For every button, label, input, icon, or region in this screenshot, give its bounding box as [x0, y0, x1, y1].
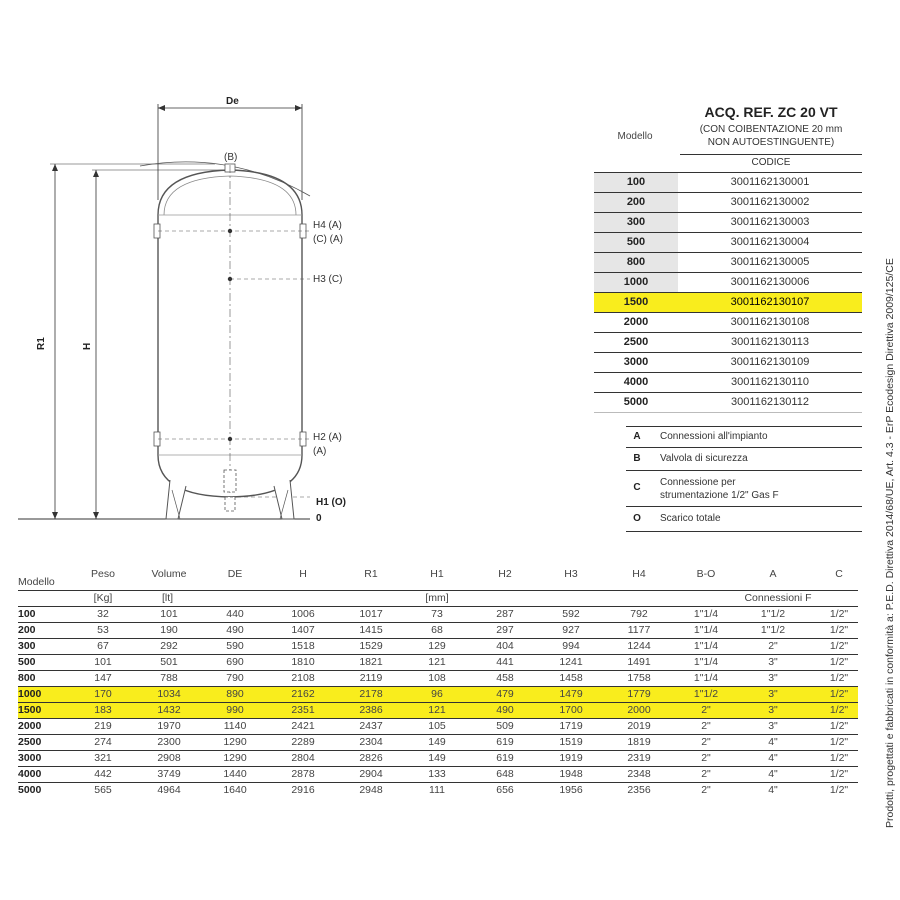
legend-table: [626, 426, 862, 532]
cell-c: 1/2": [829, 640, 849, 652]
cell-h: 1518: [291, 640, 315, 652]
zero-label: 0: [316, 513, 322, 524]
cell-h4: 1819: [627, 736, 651, 748]
table-row: [18, 638, 858, 654]
cell-h2: 287: [496, 608, 514, 620]
codes-subtitle-line1: (CON COIBENTAZIONE 20 mm: [699, 124, 843, 135]
cell-c: 1/2": [829, 624, 849, 636]
cell-b-o: 1"1/4: [693, 608, 719, 620]
cell-a: 1"1/2: [760, 608, 786, 620]
cell-de: 790: [226, 672, 244, 684]
cell-de: 690: [226, 656, 244, 668]
cell-c: 1/2": [829, 720, 849, 732]
cell-h2: 458: [496, 672, 514, 684]
cell-b-o: 2": [701, 752, 711, 764]
cell-de: 990: [226, 704, 244, 716]
cell-h2: 490: [496, 704, 514, 716]
cell-h3: 592: [562, 608, 580, 620]
cell-h1: 121: [428, 704, 446, 716]
legend-row: [626, 506, 862, 532]
codes-row: [594, 172, 862, 192]
tank-diagram: [0, 80, 580, 540]
header-h: H: [299, 568, 307, 580]
cell-de: 590: [226, 640, 244, 652]
unit-mm: [mm]: [425, 592, 449, 604]
cell-volume: 1034: [157, 688, 181, 700]
cell-b-o: 1"1/4: [693, 656, 719, 668]
h3-label: H3 (C): [313, 274, 343, 285]
cell-c: 1/2": [829, 656, 849, 668]
unit-connessioni: Connessioni F: [744, 592, 812, 604]
cell-peso: 53: [97, 624, 109, 636]
cell-h3: 1719: [559, 720, 583, 732]
cell-h: 2162: [291, 688, 315, 700]
cell-de: 1640: [223, 784, 247, 796]
codes-codice: 3001162130107: [730, 296, 810, 308]
codes-codice: 3001162130002: [730, 196, 810, 208]
legend-value: Valvola di sicurezza: [660, 453, 748, 464]
h2-label: H2 (A): [313, 432, 342, 443]
cell-h4: 2348: [627, 768, 651, 780]
cell-a: 2": [768, 640, 778, 652]
codes-codice: 3001162130110: [731, 376, 809, 388]
legend-key: B: [633, 453, 641, 464]
cell-b-o: 1"1/4: [693, 672, 719, 684]
header-h1: H1: [430, 568, 444, 580]
codes-codice: 3001162130112: [731, 396, 809, 408]
cell-r1: 2904: [359, 768, 383, 780]
header-modello: Modello: [18, 576, 55, 588]
cell-b-o: 2": [701, 704, 711, 716]
cell-r1: 1529: [359, 640, 383, 652]
unit-peso: [Kg]: [93, 592, 113, 604]
cell-h1: 149: [428, 736, 446, 748]
cell-c: 1/2": [829, 768, 849, 780]
cell-h2: 404: [496, 640, 514, 652]
cell-de: 440: [226, 608, 244, 620]
legend-value: Connessione per: [660, 477, 736, 488]
codes-codice: 3001162130006: [730, 276, 810, 288]
cell-h3: 1479: [559, 688, 583, 700]
cell-h2: 297: [496, 624, 514, 636]
codes-modello: 5000: [623, 396, 649, 408]
cell-h1: 133: [428, 768, 446, 780]
b-label: (B): [224, 152, 238, 163]
cell-modello: 200: [18, 624, 36, 636]
codes-row-highlighted: [594, 292, 862, 312]
codes-modello: 3000: [623, 356, 649, 368]
cell-de: 1440: [223, 768, 247, 780]
cell-peso: 442: [94, 768, 112, 780]
codes-modello: 2000: [623, 316, 649, 328]
cell-h3: 1919: [559, 752, 583, 764]
codes-row: [594, 212, 862, 232]
table-row: [18, 670, 858, 686]
codes-row: [594, 352, 862, 372]
header-a: A: [769, 568, 777, 580]
cell-r1: 1821: [359, 656, 383, 668]
table-row: [18, 606, 858, 622]
cell-h3: 1519: [559, 736, 583, 748]
cell-h1: 121: [428, 656, 446, 668]
cell-h1: 108: [428, 672, 446, 684]
cell-a: 3": [768, 656, 778, 668]
cell-h2: 619: [496, 752, 514, 764]
cell-b-o: 2": [701, 736, 711, 748]
cell-r1: 1415: [359, 624, 383, 636]
legend-row: [626, 470, 862, 506]
cell-h4: 1244: [627, 640, 651, 652]
h1-label: H1 (O): [316, 497, 346, 508]
cell-b-o: 1"1/4: [693, 624, 719, 636]
codes-modello: 1000: [594, 273, 678, 292]
cell-modello: 1000: [18, 688, 42, 700]
codes-codice: 3001162130109: [730, 356, 810, 368]
table-row: [18, 654, 858, 670]
cell-c: 1/2": [829, 736, 849, 748]
codes-row: [594, 272, 862, 292]
header-volume: Volume: [151, 568, 187, 580]
codes-modello: 500: [594, 233, 678, 252]
cell-volume: 788: [160, 672, 178, 684]
cell-peso: 67: [97, 640, 109, 652]
cell-peso: 321: [94, 752, 112, 764]
cell-c: 1/2": [829, 752, 849, 764]
header-h3: H3: [564, 568, 578, 580]
cell-h4: 1779: [627, 688, 651, 700]
cell-c: 1/2": [829, 672, 849, 684]
legend-row: [626, 426, 862, 447]
cell-peso: 170: [94, 688, 112, 700]
cell-modello: 800: [18, 672, 36, 684]
cell-h: 2289: [291, 736, 315, 748]
cell-peso: 183: [94, 704, 112, 716]
cell-h2: 441: [496, 656, 514, 668]
cell-de: 1290: [223, 752, 247, 764]
codes-modello: 4000: [623, 376, 649, 388]
cell-modello: 4000: [18, 768, 42, 780]
codes-codice: 3001162130001: [730, 176, 810, 188]
codes-subtitle-line2: NON AUTOESTINGUENTE): [707, 137, 835, 148]
codes-row: [594, 312, 862, 332]
table-row-highlighted: [18, 702, 858, 718]
a-label: (A): [313, 446, 327, 457]
cell-volume: 4964: [157, 784, 181, 796]
cell-h3: 1700: [559, 704, 583, 716]
cell-h3: 1458: [559, 672, 583, 684]
codes-codice-header: CODICE: [751, 157, 791, 168]
table-row: [18, 782, 858, 798]
header-de: DE: [227, 568, 243, 580]
codes-codice: 3001162130003: [730, 216, 810, 228]
cell-h1: 149: [428, 752, 446, 764]
cell-r1: 2386: [359, 704, 383, 716]
codes-row: [594, 252, 862, 272]
cell-b-o: 1"1/2: [693, 688, 719, 700]
cell-a: 4": [768, 768, 778, 780]
cell-h1: 129: [428, 640, 446, 652]
legend-row: [626, 447, 862, 470]
cell-modello: 300: [18, 640, 36, 652]
cell-h2: 509: [496, 720, 514, 732]
cell-volume: 501: [160, 656, 178, 668]
cell-h3: 1948: [559, 768, 583, 780]
codes-table: [594, 172, 862, 413]
cell-h4: 2019: [627, 720, 651, 732]
cell-a: 1"1/2: [760, 624, 786, 636]
cell-a: 4": [768, 752, 778, 764]
cell-h4: 792: [630, 608, 648, 620]
cell-modello: 3000: [18, 752, 42, 764]
cell-h1: 96: [431, 688, 443, 700]
codes-header-divider: [680, 154, 862, 155]
header-r1: R1: [364, 568, 378, 580]
cell-peso: 32: [97, 608, 109, 620]
cell-modello: 500: [18, 656, 36, 668]
header-h4: H4: [632, 568, 646, 580]
cell-h1: 68: [431, 624, 443, 636]
cell-b-o: 2": [701, 768, 711, 780]
codes-row: [594, 232, 862, 252]
cell-h: 1407: [291, 624, 315, 636]
table-row: [18, 622, 858, 638]
codes-modello: 300: [594, 213, 678, 232]
codes-modello: 2500: [623, 336, 649, 348]
cell-h4: 2319: [627, 752, 651, 764]
cell-h1: 111: [429, 784, 445, 796]
codes-codice: 3001162130005: [730, 256, 810, 268]
cell-modello: 2000: [18, 720, 42, 732]
codes-codice: 3001162130113: [731, 336, 809, 348]
r1-label: R1: [36, 337, 47, 350]
cell-de: 1140: [223, 720, 247, 732]
c-a-label: (C) (A): [313, 234, 343, 245]
cell-de: 1290: [223, 736, 247, 748]
table-row: [18, 734, 858, 750]
cell-c: 1/2": [829, 688, 849, 700]
cell-h: 2804: [291, 752, 315, 764]
codes-row: [594, 332, 862, 352]
cell-h: 2108: [291, 672, 315, 684]
cell-peso: 274: [94, 736, 112, 748]
cell-peso: 219: [94, 720, 112, 732]
table-row: [18, 750, 858, 766]
cell-b-o: 1"1/4: [693, 640, 719, 652]
h-label: H: [82, 342, 93, 350]
legend-key: O: [633, 513, 641, 524]
table-header: [18, 568, 858, 590]
cell-a: 4": [768, 784, 778, 796]
cell-peso: 565: [94, 784, 112, 796]
header-peso: Peso: [91, 568, 115, 580]
de-label: De: [226, 96, 239, 107]
header-b-o: B-O: [696, 568, 716, 580]
cell-volume: 190: [160, 624, 178, 636]
cell-h1: 73: [431, 608, 443, 620]
dimensions-table: [18, 568, 858, 798]
cell-h3: 994: [562, 640, 580, 652]
cell-r1: 2948: [359, 784, 383, 796]
cell-h1: 105: [428, 720, 446, 732]
cell-r1: 1017: [359, 608, 383, 620]
cell-r1: 2437: [359, 720, 383, 732]
table-units-row: [18, 590, 858, 606]
cell-r1: 2119: [359, 672, 383, 684]
cell-h: 1810: [291, 656, 315, 668]
cell-a: 3": [768, 672, 778, 684]
cell-c: 1/2": [829, 784, 849, 796]
cell-h: 2916: [291, 784, 315, 796]
codes-subtitle: [680, 123, 862, 149]
cell-h4: 1758: [627, 672, 651, 684]
compliance-note: Prodotti, progettati e fabbricati in conformità a: P.E.D. Direttiva 2014/68/UE, Art. 4.3 - ErP Ecodesign Direttiva 2009/125/CE: [884, 258, 896, 828]
cell-a: 4": [768, 736, 778, 748]
codes-modello: 1500: [623, 296, 649, 308]
cell-b-o: 2": [701, 720, 711, 732]
cell-h2: 619: [496, 736, 514, 748]
codes-modello: 200: [594, 193, 678, 212]
codes-row: [594, 192, 862, 212]
cell-volume: 1432: [157, 704, 181, 716]
legend-value-line2: strumentazione 1/2" Gas F: [660, 490, 779, 501]
codes-modello: 800: [594, 253, 678, 272]
codes-codice: 3001162130108: [730, 316, 810, 328]
table-row-highlighted: [18, 686, 858, 702]
cell-h2: 648: [496, 768, 514, 780]
codes-modello: 100: [594, 173, 678, 192]
cell-modello: 1500: [18, 704, 42, 716]
header-h2: H2: [498, 568, 512, 580]
codes-row: [594, 372, 862, 392]
cell-modello: 5000: [18, 784, 42, 796]
h4-label: H4 (A): [313, 220, 342, 231]
legend-key: A: [633, 431, 641, 442]
unit-volume: [lt]: [162, 592, 174, 604]
table-body: [18, 606, 858, 798]
cell-volume: 292: [160, 640, 178, 652]
cell-r1: 2178: [359, 688, 383, 700]
codes-row: [594, 392, 862, 413]
legend-value: Scarico totale: [660, 513, 721, 524]
cell-c: 1/2": [829, 608, 849, 620]
cell-modello: 100: [18, 608, 36, 620]
legend-value: Connessioni all'impianto: [660, 431, 768, 442]
cell-a: 3": [768, 720, 778, 732]
cell-h2: 479: [496, 688, 514, 700]
cell-h4: 1177: [627, 624, 651, 636]
cell-b-o: 2": [701, 784, 711, 796]
cell-h3: 1241: [559, 656, 583, 668]
cell-a: 3": [768, 688, 778, 700]
cell-h: 2421: [291, 720, 315, 732]
header-c: C: [835, 568, 843, 580]
table-row: [18, 766, 858, 782]
cell-h: 1006: [291, 608, 315, 620]
cell-r1: 2304: [359, 736, 383, 748]
codes-modello-header: Modello: [617, 131, 653, 142]
cell-h3: 927: [562, 624, 580, 636]
cell-de: 890: [226, 688, 244, 700]
cell-peso: 101: [94, 656, 112, 668]
cell-volume: 3749: [157, 768, 181, 780]
cell-volume: 2908: [157, 752, 181, 764]
cell-de: 490: [226, 624, 244, 636]
legend-key: C: [633, 482, 641, 493]
cell-volume: 2300: [157, 736, 181, 748]
cell-h: 2351: [291, 704, 315, 716]
cell-c: 1/2": [829, 704, 849, 716]
codes-codice: 3001162130004: [730, 236, 810, 248]
cell-modello: 2500: [18, 736, 42, 748]
cell-h3: 1956: [559, 784, 583, 796]
codes-title: ACQ. REF. ZC 20 VT: [704, 104, 838, 120]
cell-volume: 101: [160, 608, 178, 620]
cell-volume: 1970: [157, 720, 181, 732]
table-row: [18, 718, 858, 734]
cell-h4: 2356: [627, 784, 651, 796]
cell-h2: 656: [496, 784, 514, 796]
cell-a: 3": [768, 704, 778, 716]
cell-h4: 1491: [627, 656, 651, 668]
cell-peso: 147: [94, 672, 112, 684]
cell-h: 2878: [291, 768, 315, 780]
cell-h4: 2000: [627, 704, 651, 716]
cell-r1: 2826: [359, 752, 383, 764]
